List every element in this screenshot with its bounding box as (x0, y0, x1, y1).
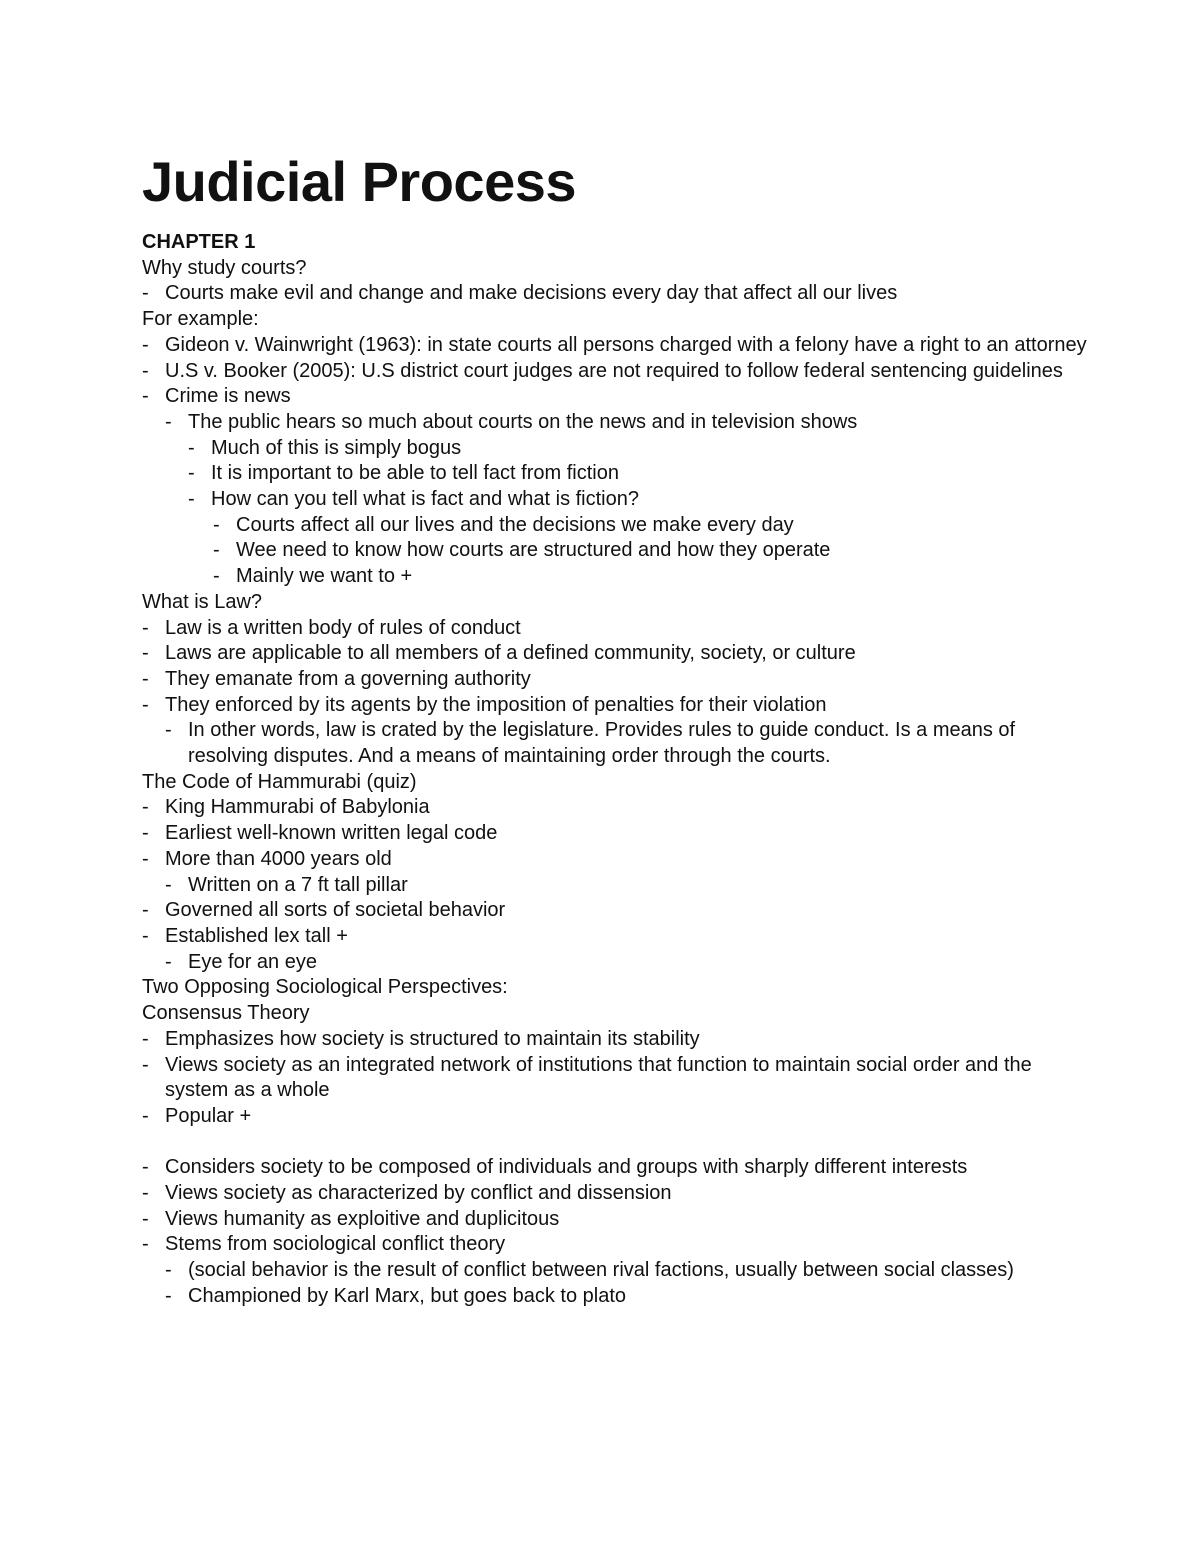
subheading-line: Consensus Theory (142, 1002, 310, 1025)
bullet-item-level-2 (165, 1284, 1100, 1310)
dash-bullet-icon: - (142, 616, 149, 639)
bullet-text: Mainly we want to + (236, 565, 413, 588)
dash-bullet-icon: - (142, 924, 149, 947)
bullet-item-level-2 (165, 718, 1100, 769)
subheading-line: Why study courts? (142, 256, 307, 279)
bullet-text: Stems from sociological conflict theory (165, 1233, 506, 1256)
section-heading: CHAPTER 1 (142, 231, 256, 253)
dash-bullet-icon: - (188, 436, 195, 459)
dash-bullet-icon: - (142, 1156, 149, 1179)
bullet-item-level-1 (142, 693, 1100, 719)
bullet-text: Much of this is simply bogus (211, 436, 462, 459)
bullet-text: Established lex tall + (165, 924, 348, 947)
dash-bullet-icon: - (142, 385, 149, 408)
bullet-item-level-3 (188, 436, 1100, 462)
bullet-item-level-1 (142, 1155, 1100, 1181)
bullet-text: Popular + (165, 1104, 252, 1127)
bullet-item-level-3 (188, 487, 1100, 513)
dash-bullet-icon: - (213, 513, 220, 536)
dash-bullet-icon: - (142, 1053, 149, 1076)
dash-bullet-icon: - (188, 462, 195, 485)
bullet-text: In other words, law is crated by the legislature. Provides rules to guide conduct. Is a means of resolving disputes. And a means of maintaining order through the courts. (188, 719, 1016, 768)
dash-bullet-icon: - (142, 642, 149, 665)
dash-bullet-icon: - (213, 539, 220, 562)
bullet-item-level-1 (142, 333, 1100, 359)
bullet-text: It is important to be able to tell fact from fiction (211, 462, 619, 485)
bullet-item-level-1 (142, 1207, 1100, 1233)
bullet-text: Views society as characterized by conflict and dissension (165, 1182, 672, 1204)
dash-bullet-icon: - (165, 719, 172, 742)
bullet-item-level-1 (142, 1181, 1100, 1207)
bullet-text: Gideon v. Wainwright (1963): in state courts all persons charged with a felony have a right to an attorney (165, 333, 1087, 356)
dash-bullet-icon: - (142, 796, 149, 819)
bullet-text: Written on a 7 ft tall pillar (188, 873, 408, 896)
bullet-text: Laws are applicable to all members of a defined community, society, or culture (165, 642, 856, 665)
dash-bullet-icon: - (142, 282, 149, 305)
dash-bullet-icon: - (142, 693, 149, 716)
bullet-item-level-1 (142, 821, 1100, 847)
blank-line (142, 1130, 1100, 1156)
dash-bullet-icon: - (142, 1182, 149, 1204)
bullet-text: King Hammurabi of Babylonia (165, 796, 430, 819)
bullet-item-level-4 (213, 513, 1100, 539)
bullet-text: Courts make evil and change and make decisions every day that affect all our lives (165, 282, 898, 305)
dash-bullet-icon: - (142, 899, 149, 922)
dash-bullet-icon: - (213, 565, 220, 588)
bullet-text: The public hears so much about courts on the news and in television shows (188, 410, 858, 433)
subheading-line: The Code of Hammurabi (quiz) (142, 770, 417, 793)
notes-body (142, 230, 1100, 1310)
bullet-item-level-1 (142, 641, 1100, 667)
bullet-text: How can you tell what is fact and what is fiction? (211, 488, 639, 511)
dash-bullet-icon: - (165, 1284, 172, 1307)
bullet-text: U.S v. Booker (2005): U.S district court judges are not required to follow federal sentencing guidelines (165, 359, 1063, 382)
bullet-text: More than 4000 years old (165, 847, 392, 870)
page-title: Judicial Process (142, 150, 577, 213)
dash-bullet-icon: - (142, 1027, 149, 1050)
bullet-item-level-2 (165, 410, 1100, 436)
dash-bullet-icon: - (165, 873, 172, 896)
bullet-item-level-1 (142, 384, 1100, 410)
dash-bullet-icon: - (142, 667, 149, 690)
bullet-item-level-1 (142, 616, 1100, 642)
bullet-text: Wee need to know how courts are structured and how they operate (236, 539, 831, 562)
bullet-text: Law is a written body of rules of conduct (165, 616, 521, 639)
dash-bullet-icon: - (142, 333, 149, 356)
bullet-text: Eye for an eye (188, 950, 317, 973)
dash-bullet-icon: - (142, 1233, 149, 1256)
bullet-text: Views humanity as exploitive and duplicitous (165, 1207, 560, 1230)
dash-bullet-icon: - (142, 359, 149, 382)
bullet-item-level-1 (142, 281, 1100, 307)
bullet-text: Crime is news (165, 385, 291, 408)
bullet-text: Championed by Karl Marx, but goes back to plato (188, 1284, 627, 1307)
bullet-item-level-1 (142, 795, 1100, 821)
bullet-text: (social behavior is the result of conflict between rival factions, usually between social classes) (188, 1259, 1014, 1282)
bullet-item-level-1 (142, 667, 1100, 693)
bullet-item-level-4 (213, 564, 1100, 590)
bullet-text: They enforced by its agents by the imposition of penalties for their violation (165, 693, 827, 716)
bullet-item-level-1 (142, 1104, 1100, 1130)
dash-bullet-icon: - (142, 822, 149, 845)
bullet-text: Earliest well-known written legal code (165, 822, 498, 845)
dash-bullet-icon: - (142, 1104, 149, 1127)
bullet-item-level-3 (188, 461, 1100, 487)
bullet-item-level-1 (142, 1053, 1100, 1104)
bullet-item-level-1 (142, 359, 1100, 385)
bullet-item-level-1 (142, 1232, 1100, 1258)
bullet-item-level-1 (142, 1027, 1100, 1053)
bullet-text: Governed all sorts of societal behavior (165, 899, 506, 922)
bullet-text: Emphasizes how society is structured to maintain its stability (165, 1027, 700, 1050)
bullet-text: Considers society to be composed of individuals and groups with sharply different interests (165, 1156, 968, 1179)
dash-bullet-icon: - (142, 1207, 149, 1230)
bullet-text: Views society as an integrated network of institutions that function to maintain social order and the system as a whole (165, 1053, 1032, 1102)
dash-bullet-icon: - (165, 410, 172, 433)
subheading-line: What is Law? (142, 590, 263, 613)
subheading-line: Two Opposing Sociological Perspectives: (142, 976, 508, 999)
bullet-item-level-1 (142, 847, 1100, 873)
bullet-item-level-2 (165, 873, 1100, 899)
bullet-item-level-4 (213, 538, 1100, 564)
bullet-item-level-2 (165, 1258, 1100, 1284)
dash-bullet-icon: - (142, 847, 149, 870)
bullet-item-level-1 (142, 898, 1100, 924)
bullet-text: They emanate from a governing authority (165, 667, 531, 690)
subheading-line: For example: (142, 308, 259, 331)
bullet-text: Courts affect all our lives and the decisions we make every day (236, 513, 794, 536)
dash-bullet-icon: - (165, 950, 172, 973)
dash-bullet-icon: - (165, 1259, 172, 1282)
dash-bullet-icon: - (188, 488, 195, 511)
bullet-item-level-2 (165, 950, 1100, 976)
bullet-item-level-1 (142, 924, 1100, 950)
